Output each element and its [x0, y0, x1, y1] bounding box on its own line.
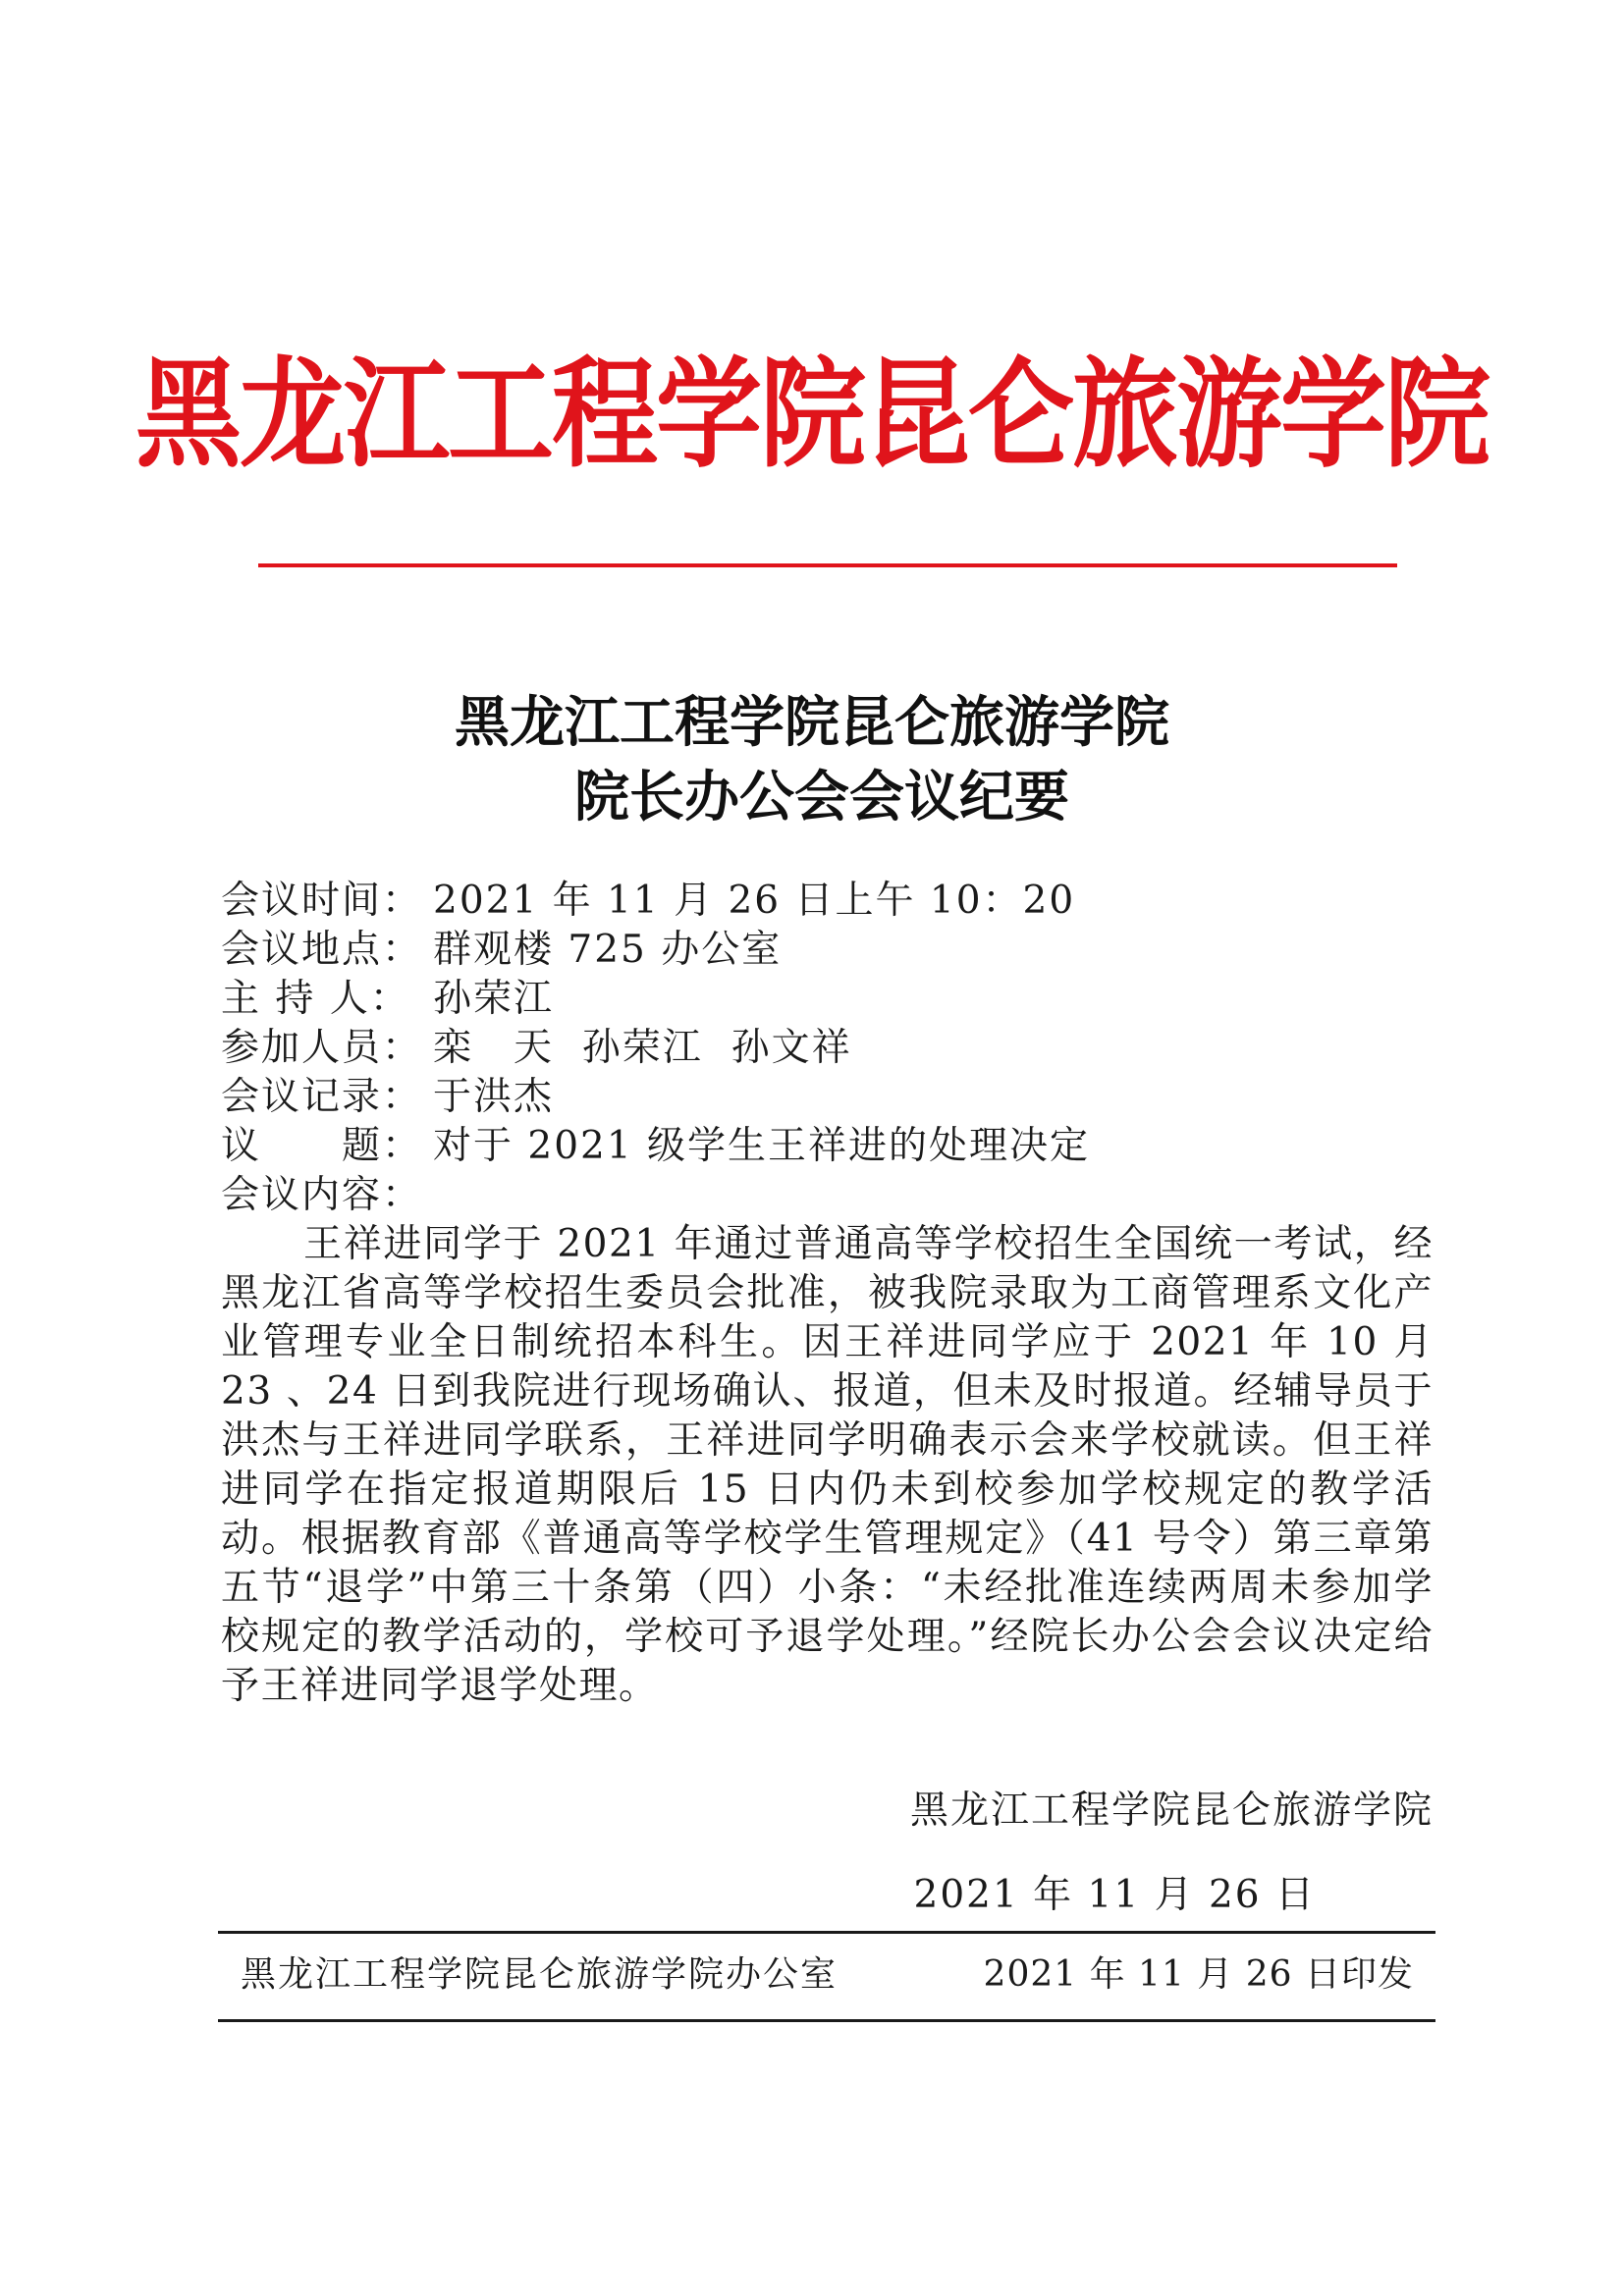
meeting-time-value: 2021 年 11 月 26 日上午 10：20	[433, 879, 1076, 923]
meeting-location-row	[221, 926, 1438, 975]
meeting-info	[221, 877, 1438, 1220]
meeting-recorder-label: 会议记录：	[221, 1075, 423, 1119]
meeting-recorder-value: 于洪杰	[433, 1075, 555, 1119]
meeting-host-value: 孙荣江	[433, 977, 555, 1021]
footer-issued-date: 2021 年 11 月 26 日印发	[983, 1954, 1414, 1995]
meeting-attendees-value: 栾 天 孙荣江 孙文祥	[433, 1026, 852, 1070]
meeting-topic-value: 对于 2021 级学生王祥进的处理决定	[433, 1124, 1091, 1168]
meeting-location-label: 会议地点：	[221, 928, 423, 972]
meeting-host-label: 主 持 人：	[221, 977, 410, 1021]
meeting-topic-label: 议 题：	[221, 1124, 423, 1168]
meeting-content-paragraph: 王祥进同学于 2021 年通过普通高等学校招生全国统一考试，经黑龙江省高等学校招生委员会批准，被我院录取为工商管理系文化产业管理专业全日制统招本科生。因王祥进同学应于 2021 年 10 月 23 、24 日到我院进行现场确认、报道，但未及时报道。经辅导员于洪杰与王祥进同学联系，王祥进同学明确表示会来学校就读。但王祥进同学在指定报道期限后 15 日内仍未到校参加学校规定的教学活动。根据教育部《普通高等学校学生管理规定》（41 号令）第三章第五节“退学”中第三十条第（四）小条：“未经批准连续两周未参加学校规定的教学活动的，学校可予退学处理。”经院长办公会会议决定给予王祥进同学退学处理。	[221, 1222, 1434, 1708]
document-title-line2: 院长办公会会议纪要	[574, 765, 1069, 829]
meeting-recorder-row	[221, 1073, 1438, 1122]
footer-rule-bottom	[218, 2019, 1435, 2022]
meeting-attendees-row	[221, 1024, 1438, 1073]
masthead-red-rule	[258, 563, 1397, 567]
meeting-time-row	[221, 877, 1438, 926]
footer-office: 黑龙江工程学院昆仑旅游学院办公室	[241, 1954, 839, 1995]
document-title-line1: 黑龙江工程学院昆仑旅游学院	[455, 690, 1169, 755]
meeting-host-row	[221, 975, 1438, 1024]
document-title	[0, 685, 1624, 834]
meeting-topic-row	[221, 1122, 1438, 1171]
signature-date: 2021 年 11 月 26 日	[913, 1873, 1316, 1917]
footer-rule-top	[218, 1931, 1435, 1934]
masthead-title: 黑龙江工程学院昆仑旅游学院	[135, 346, 1489, 485]
signature-organization: 黑龙江工程学院昆仑旅游学院	[909, 1789, 1434, 1833]
meeting-content-label-row	[221, 1171, 1438, 1220]
meeting-location-value: 群观楼 725 办公室	[433, 928, 783, 972]
meeting-time-label: 会议时间：	[221, 879, 423, 923]
meeting-content-label: 会议内容：	[221, 1173, 423, 1217]
meeting-attendees-label: 参加人员：	[221, 1026, 423, 1070]
